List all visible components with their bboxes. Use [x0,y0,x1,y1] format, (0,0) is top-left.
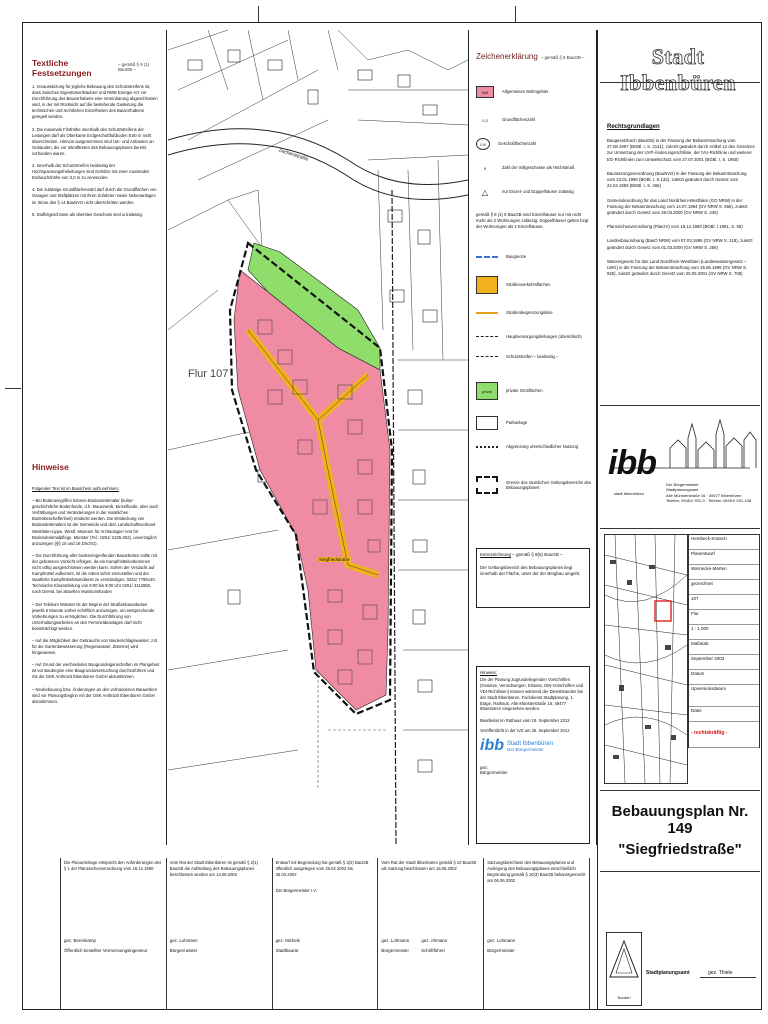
legend-label-geltungsbereich: Grenze des räumlichen Geltungsbereichs des Bebauungsplanes [506,479,591,490]
info-update: Upversionsdatum [689,685,759,707]
legend-label-gfz: Geschoßflächenzahl [498,141,537,147]
info-flur-value: 107 [689,595,759,610]
footer-role-1: Öffentlich bestellter Vermessungsingenieur [64,948,148,953]
legend-label-strassenbegrenzung: Straßenbegrenzungslinie [506,310,553,315]
baugrenze-symbol [476,256,498,258]
textliche-item-2: 2. Die maximale Firsthöhe innerhalb des Schutzstreifens der Leitungen darf als Oberkante Erdgeschoßfußboden 8,50 m nicht überschreiten. Hiervon ausgenommen sind Um- und Anbauten an Gebäuden, die vor Inkrafttreten des Bebauungsplanes bereits vorhanden waren. [32,126,154,156]
legend-header [476,52,585,61]
hinweise-title: Hinweise [32,462,69,472]
rechts-block-5: Landesbauordnung (BauO NRW) vom 07.03.1995 (GV NRW S. 218), zuletzt geändert durch Gesetz vom 01.03.2000 (GV NRW S. 256) [607,238,753,250]
textliche-item-4: 4. Die zulässige Grundflächenzahl darf durch die Grundflächen von Garagen und Stellplätzen mit ihren Zufahrten sowie Nebenanlagen im Sinne des § 14 BauNVO nicht überschritten werden. [32,187,157,205]
footer-row [60,858,590,1010]
rechts-block-1: Baugesetzbuch (BauGB) in der Fassung der Bekanntmachung vom 27.08.1997 (BGBl. I, S. 2141), zuletzt geändert durch Artikel 12 des Gesetzes zur Umsetzung der UVP-Änderungsrichtlinie, der IVU-Richtlinie und weiterer EG-Richtlinien zum Umweltschutz vom 27.07.2001 (BGBl. I, S. 1950) [607,138,755,162]
amt-sig: gez. Thiele [708,970,733,976]
map-drawing [168,30,468,845]
footer-cell-4 [377,858,483,1010]
street-label: Siegfriedstraße [319,557,350,562]
footer-sig-3: gez. Michels [275,938,300,943]
hinweis-line2: Veröffentlicht in der IVZ am 25. September 2012 [480,728,570,734]
info-table [688,534,760,748]
info-planentwurf: Planentwurf [689,550,759,565]
rechts-title: Rechtsgrundlagen [607,124,660,130]
info-massstab: Maßstab [689,640,759,655]
hinweis-title: Hinweis: [480,670,498,675]
legend-list-1 [472,86,594,206]
tick-top-2 [515,6,516,22]
amt-sig-line [700,977,756,978]
plan-title-box [600,790,760,872]
footer-role-5: Bürgermeister [487,948,515,953]
hinweise-item-6: – Neubebauung bzw. Änderungen an den vorhandenen Bauwerken sind vor Planungsbeginn mit der DSK Anthrazit Ibbenbüren GmbH abzustimmen. [32,686,158,704]
rechts-block-4: Planzeichenverordnung (PlanzV) vom 18.12.1990 (BGBl. I 1991, S. 58) [607,224,743,230]
abgrenzung-symbol [476,446,498,448]
hinweise-item-3: – Der Telekom Münster ist der Beginn der Straßenbauarbeiten jeweils 6 Monate vorher schriftlich anzuzeigen, um entsprechende Vorkehrungen zu ermöglichen. Die Durchführung von Unterhaltungsarbeiten an den Fernmeldeanlagen darf nicht beeinträchtigt werden. [32,601,155,631]
vollgeschosse-symbol: II [483,165,487,171]
ibb-tel: Telefon: 05451/ 931-0 · Telefax: 05451/ 931-198 [666,498,752,504]
location-marker [655,601,671,621]
overview-map [604,534,688,784]
hinweis-role: Bürgermeister [480,770,508,776]
info-datum: Datum [689,670,759,685]
plan-subtitle: "Siegfriedstraße" [618,841,742,858]
rechts-block-3: Gemeindeordnung für das Land Nordrhein-Westfalen (GO NRW) in der Fassung der Bekanntmachung vom 14.07.1994 (GV NRW S. 666), zuletzt geändert durch Gesetz vom 28.03.2000 (GV NRW S. 245) [607,197,748,215]
ibb-section [600,405,760,529]
legend-label-verkehr: Straßenverkehrsflächen [506,282,551,288]
overview-drawing [605,535,687,783]
textliche-item-5: 5. Staffelgeschosse als oberstes Geschoss sind unzulässig. [32,211,143,217]
ibb-contact [666,482,758,504]
kennz-note: – gemäß § 9(5) BauGB – [512,552,563,557]
textliche-item-3: 3. Innerhalb der Schutzstreifen beidseitig der Hochspannungsfreileitungen sind Gehölze mit einer maximalen Endwuchshöhe von 3,0 m zu verwenden. [32,163,150,181]
cadastral-map [168,30,468,845]
footer-cell-1 [60,858,166,1010]
schutzstreifen-symbol [476,356,498,358]
grz-symbol: 0,3 [482,117,488,123]
hinweis-line1: Bearbeitet im Rathaus vom 19. September 2012 [480,718,570,724]
footer-sig-1: gez. Berenkamp [64,938,96,943]
kennz-title: Kennzeichnung [480,552,512,557]
logo-sub: Der Bürgermeister [507,746,544,752]
logo-name: Stadt Ibbenbüren [507,740,554,747]
leitung-symbol [476,336,498,338]
road-label: Zechenstraße [277,147,310,163]
verkehr-symbol [476,276,498,294]
ibb-caption: stadt ibbenbüren [614,491,644,496]
hinweise-item-4: – Auf die Möglichkeit des Gebrauchs von Niederschlagswasser, z.B. für die Gartenbewässerung (Regenwasser, Zisterne) wird hingewiesen. [32,637,159,656]
ibb-org: Der Bürgermeister [666,482,699,487]
legend-label-parkanlage: Parkanlage [506,420,528,426]
hinweis-box [476,666,590,844]
textliche-note: – gemäß § 9 (1) BauGB – [117,62,150,72]
tick-left [5,388,21,389]
flur-label: Flur 107 [188,368,229,380]
hinweis-text: Die der Planung zugrundeliegenden Vorschriften (Gesetze, Verordnungen, Erlasse, DIN-Vorschriften und VDI-Richtlinien) können während der Dienststunden bei der Stadt Ibbenbüren, Fachdienst Stadtplanung, 1. Etage, Rathaus, Alte Münsterstraße 16, 49477 Ibbenbüren eingesehen werden. [480,677,584,712]
rechts-divider [600,82,760,83]
tick-top-1 [258,6,259,22]
north-arrow-icon [607,937,641,997]
footer-cell-5 [483,858,590,1010]
info-flur: Flur [689,610,759,625]
plan-title: Bebauungsplan Nr. 149 [611,803,749,837]
parkanlage-symbol [476,416,498,430]
geltungsbereich-symbol [476,476,498,494]
road-curve [168,129,468,185]
amt-label: Stadtplanungsamt [646,970,690,976]
info-massstab-value: 1 : 1.000 [689,625,759,640]
wa-symbol: WA [476,86,494,98]
strassenbegrenzung-symbol [476,312,498,314]
footer-role-3: Stadtbaurat [275,948,299,953]
hinweise-item-2: – Die Durchführung aller bodeneingreifenden Bauarbeiten sollte mit der gebotenen Vorsicht erfolgen, da ein Kampfmittelvorkommen nicht völlig ausgeschlossen werden kann. Sofern der Verdacht auf Kampfmittel aufkommt, ist die Arbeit sofort einzustellen und der staatliche Kampfmittelräumdienst zu verständigen, 0251/ 7795140. Technische Einsatzleitung von 8:00 bis 9:00 Uhr 0251/ 4112655, nach Dienst, bei aktuellen Munitionsfunden [32,552,158,595]
footer-text-5: Satzungsbeschluss des Bebauungsplanes und Auslegung des Bebauungsplanes einschließlich Begründung gemäß § 10(3) BauGB bekanntgemacht am 06.06.2002 [487,860,586,884]
triangle-icon: △ [481,187,489,197]
north-label: Norden [617,995,631,1000]
footer-role-2: Bürgermeister [169,948,198,953]
ibb-logo-small: ibb Stadt Ibbenbüren Der Bürgermeister [480,737,554,755]
hinweise-section [32,462,160,711]
footer-sig-5: gez. Lohmann [487,938,516,943]
legend-title: Zeichenerklärung [476,52,538,61]
footer-role-4: Bürgermeister Schriftführer [381,948,446,953]
rechts-block-2: Baunutzungsverordnung (BauNVO) in der Fassung der Bekanntmachung vom 23.01.1990 (BGBl. I, S.132), zuletzt geändert durch Gesetz vom 22.04.1993 (BGBl. I, S. 466) [607,170,747,189]
city-title: Stadt Ibbenbüren [620,44,736,95]
info-gezeichnet: gezeichnet [689,580,759,595]
textliche-item-1: 1. Voraussetzung für jegliche Bebauung des Schutzstreifens ist, dass zwischen Eigentümer/Bauherr und RWE Energie AG vor Durchführung des Bauvorhabens eine Vereinbarung abgeschlossen wird, in der mit Rücksicht auf die bestehende Gasleitung die technischen und rechtlichen Einzelheiten des Bauvorhabens geregelt werden. [32,84,158,120]
legend-label-baugrenze: Baugrenze [506,254,527,259]
footer-mid-3: Der Bürgermeister I.V. [275,888,317,894]
ibb-dept: Stadtplanungsamt [666,487,699,493]
hinweis-sig: gez. [480,765,489,771]
ibb-addr: Alte Münsterstraße 16 · 49477 Ibbenbüren [666,492,742,498]
footer-sig-4: gez. Lohmann gez. Ahmann [381,938,448,943]
legend-label-leitung: Hauptversorgungsleitungen (oberirdisch) [506,334,582,339]
gruen-symbol: privat [476,382,498,400]
info-planentwurf-name: Hembeck-Kratsch [689,535,759,550]
footer-text-1: Die Planunterlage entspricht den Anforderungen des § 1 der Planzeichenverordnung vom 18.12.1990 [64,860,162,872]
hinweise-item-1: – Bei Bodeneingriffen können Bodendenkmäler (kultur-geschichtliche Bodenfunde, d.h. Mauerwerk, Einzelfunde, aber auch Verfärbungen und Veränderungen in der natürlichen Bodenbeschaffenheit) entdeckt werden. Die Entdeckung von Bodendenkmälern ist der Gemeinde und dem Landschaftsverband Westfalen-Lippe, Westf. Museum für Archäologie/ Amt für Bodendenkmalpflege, Münster (Tel.: 0251/ 2105-252), unverzüglich anzuzeigen (§§ 15 und 16 DSchG). [32,498,159,546]
footer-cell-2 [166,858,272,1010]
info-gezeichnet-name: Warnecke-Marten [689,565,759,580]
ibb-logo: ibb [608,444,656,482]
textliche-title: Textliche Festsetzungen [32,58,92,78]
legend-label-schutzstreifen: Schutzstreifen – beidseitig – [506,354,559,359]
legend-label-wa: Allgemeines Wohngebiet [502,89,549,95]
footer-text-4: Vom Rat der Stadt Ibbenbüren gemäß § 10 BauGB als Satzung beschlossen am 15.05.2002 [381,860,477,872]
kennzeichnung-box [476,548,590,608]
legend-label-abgrenzung: Abgrenzung unterschiedlicher Nutzung [506,444,579,449]
north-box [606,932,642,1006]
hinweise-item-5: – Auf Grund der wechselnden Baugrundeigenschaften im Plangebiet ist vor Baubeginn eine Baugrunduntersuchung durchzuführen und mit der DSK Anthrazit Ibbenbüren GmbH abzustimmen. [32,662,160,680]
legend-label-einzel: nur Einzel- und Doppelhäuser zulässig [502,189,574,195]
gfz-symbol: 0,6 [476,138,490,150]
footer-text-2: Vom Rat der Stadt Ibbenbüren ist gemäß § 2(1) BauGB die Aufstellung des Bebauungsplanes beschlossen worden am 14.08.2002 [169,860,259,878]
footer-cell-3 [272,858,378,1010]
legend-list-2 [472,254,594,514]
rechts-block-6: Wassergesetz für das Land Nordrhein-Westfalen (Landeswassergesetz – LWG) in der Fassung der Bekanntmachung vom 25.06.1995 (GV NRW S. 926), zuletzt geändert durch Gesetz vom 25.09.2001 (GV NRW S. 708) [607,258,748,277]
info-datum-value: September 2003 [689,655,759,670]
info-status: - rechtskräftig - [689,722,759,748]
legend-label-grz: Grundflächenzahl [502,117,535,123]
legend-label-vollgeschosse: Zahl der Vollgeschosse als Höchstmaß [502,165,575,171]
info-datei: Datei [689,707,759,722]
legend-paragraph: gemäß § 9 (1) 6 BauGB sind Einzelhäuser nur mit nicht mehr als 2 Wohnungen zulässig, Doppelhäuser gelten bzgl. der Wohnungen als 2 Einzelhäuser. [476,212,590,229]
legend-note: – gemäß § 9 BauGB – [540,55,585,60]
kennz-text: Der Geltungsbereich des Bebauungsplanes liegt innerhalb der Fläche, unter der der Bergbau umgeht. [480,565,581,577]
footer-text-3: Entwurf mit Begründung hat gemäß § 3(2) BauGB öffentlich ausgelegen vom 25.02.2002 bis 25.03.2002 [275,860,369,878]
textliche-section [32,58,160,224]
legend-label-gruen: private Grünflächen [506,388,543,394]
rechtsgrundlagen [607,124,755,286]
footer-sig-2: gez. Lohmann [169,938,198,943]
hinweise-intro: Folgender Text ist im Bauschein aufzunehmen: [32,486,119,491]
